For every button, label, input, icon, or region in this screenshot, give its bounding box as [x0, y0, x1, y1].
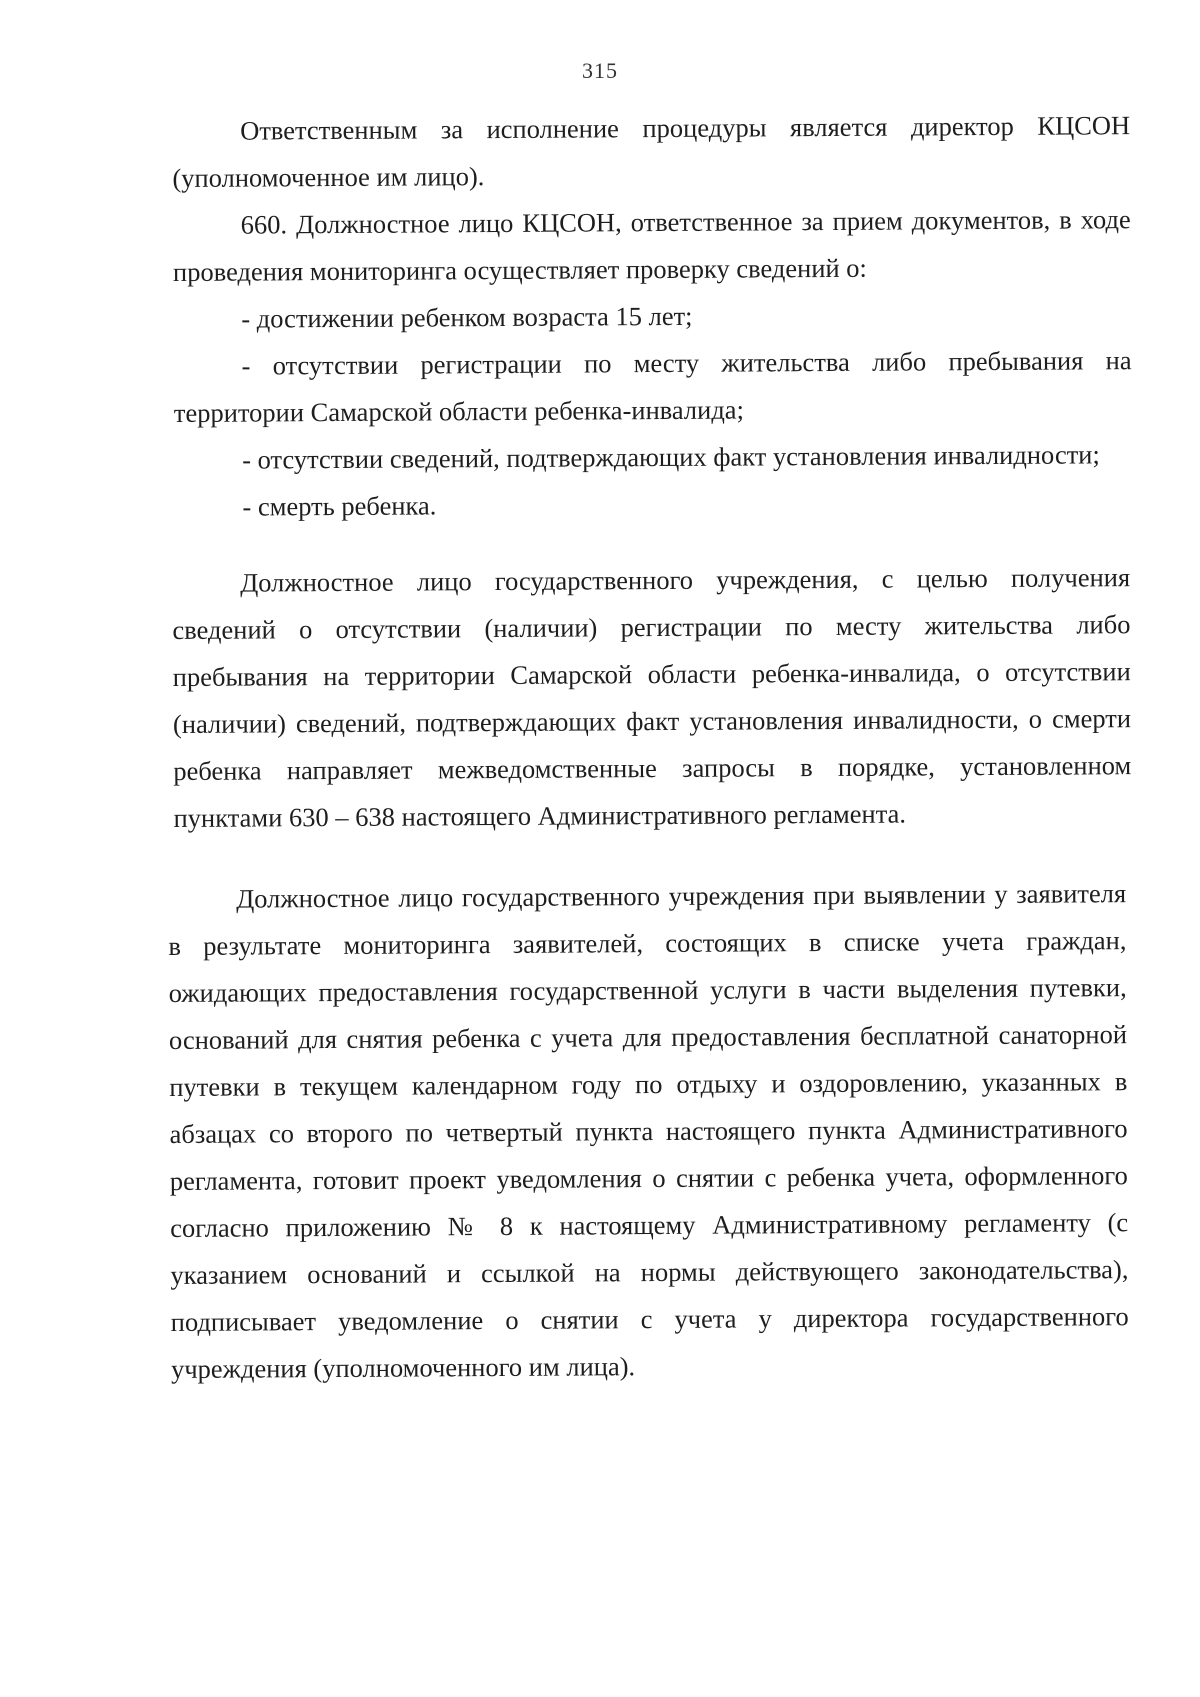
- paragraph-660: 660. Должностное лицо КЦСОН, ответственное за прием документов, в ходе проведения мониторинга осуществляет проверку сведений о:: [172, 204, 1131, 287]
- text-block-middle: [172, 554, 1132, 842]
- paragraph-notification: Должностное лицо государственного учреждения при выявлении у заявителя в результате мониторинга заявителей, состоящих в списке учета граждан, ожидающих предоставления государственной услуги в части выделения путевки, оснований для снятия ребенка с учета для предоставления бесплатной санаторной путевки в текущем календарном году по отдыху и оздоровлению, указанных в абзацах со второго по четвертый пункта настоящего пункта Административного регламента, готовит проект уведомления о снятии с ребенка учета, оформленного согласно приложению № 8 к настоящему Административному регламенту (с указанием оснований и ссылкой на нормы действующего законодательства), подписывает уведомление о снятии с учета у директора государственного учреждения (уполномоченного им лица).: [168, 878, 1129, 1384]
- text-block-top: [172, 102, 1133, 531]
- list-item-age: - достижении ребенком возраста 15 лет;: [241, 300, 693, 334]
- list-item-disability: - отсутствии сведений, подтверждающих факт установления инвалидности;: [242, 439, 1100, 475]
- list-item-death: - смерть ребенка.: [242, 490, 437, 522]
- page-number: 315: [582, 58, 618, 83]
- paragraph-requests: Должностное лицо государственного учреждения, с целью получения сведений о отсутствии (наличии) регистрации по месту жительства либо пребывания на территории Самарской области ребенка-инвалида, о отсутствии (наличии) сведений, подтверждающих факт установления инвалидности, о смерти ребенка направляет межведомственные запросы в порядке, установленном пунктами 630 – 638 настоящего Административного регламента.: [172, 562, 1132, 833]
- paragraph-responsible: Ответственным за исполнение процедуры является директор КЦСОН (уполномоченное им лицо).: [172, 110, 1131, 193]
- list-item-registration: - отсутствии регистрации по месту жительства либо пребывания на территории Самарской области ребенка-инвалида;: [173, 345, 1132, 428]
- text-block-bottom: [168, 870, 1129, 1393]
